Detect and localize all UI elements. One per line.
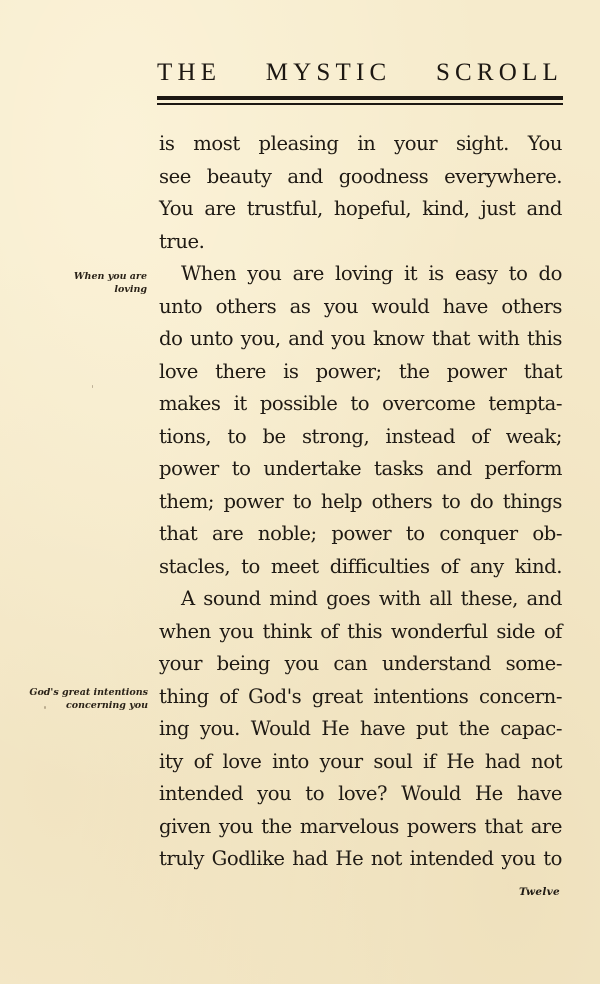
header-rule-thin bbox=[157, 103, 563, 105]
margin-note-loving bbox=[74, 270, 147, 296]
title-word: THE bbox=[157, 59, 222, 86]
paper-speck bbox=[44, 706, 46, 709]
text-line: unto others as you would have others bbox=[159, 294, 562, 318]
margin-note-intentions bbox=[29, 686, 148, 712]
text-line: You are trustful, hopeful, kind, just and bbox=[159, 197, 562, 220]
title-word: SCROLL bbox=[435, 59, 563, 86]
text-line: tions, to be strong, instead of weak; bbox=[159, 424, 562, 448]
text-line: is most pleasing in your sight. You bbox=[159, 132, 562, 155]
text-line: makes it possible to overcome tempta- bbox=[159, 392, 562, 415]
text-line: them; power to help others to do things bbox=[159, 489, 562, 513]
text-line: thing of God's great intentions concern- bbox=[159, 684, 562, 708]
header-rule-thick bbox=[157, 96, 563, 100]
text-line: that are noble; power to conquer ob- bbox=[159, 522, 562, 545]
running-head bbox=[157, 58, 563, 105]
text-line: ing you. Would He have put the capac- bbox=[159, 717, 562, 740]
text-line: given you the marvelous powers that are bbox=[159, 814, 562, 838]
margin-note-line: God's great intentions bbox=[29, 687, 148, 698]
text-line: love there is power; the power that bbox=[159, 359, 562, 383]
text-line: A sound mind goes with all these, and bbox=[181, 587, 562, 610]
text-line: ity of love into your soul if He had not bbox=[159, 749, 562, 773]
text-line: power to undertake tasks and perform bbox=[159, 457, 562, 480]
text-line: stacles, to meet difficulties of any kind. bbox=[159, 554, 562, 578]
page-number: Twelve bbox=[519, 886, 560, 898]
body-text bbox=[159, 128, 562, 876]
text-line: truly Godlike had He not intended you to bbox=[159, 847, 562, 870]
title-word: MYSTIC bbox=[265, 59, 392, 86]
text-line: true. bbox=[159, 229, 205, 253]
margin-note-line: When you are bbox=[73, 271, 147, 282]
text-line: do unto you, and you know that with this bbox=[159, 327, 562, 350]
text-line: When you are loving it is easy to do bbox=[181, 262, 562, 285]
text-line: when you think of this wonderful side of bbox=[159, 619, 562, 643]
text-line: see beauty and goodness everywhere. bbox=[159, 164, 562, 188]
text-line: intended you to love? Would He have bbox=[159, 782, 562, 805]
text-line: your being you can understand some- bbox=[159, 652, 562, 675]
running-title bbox=[157, 58, 563, 88]
paper-speck bbox=[92, 385, 93, 388]
margin-note-line: concerning you bbox=[66, 700, 148, 711]
margin-note-line: loving bbox=[114, 284, 147, 295]
